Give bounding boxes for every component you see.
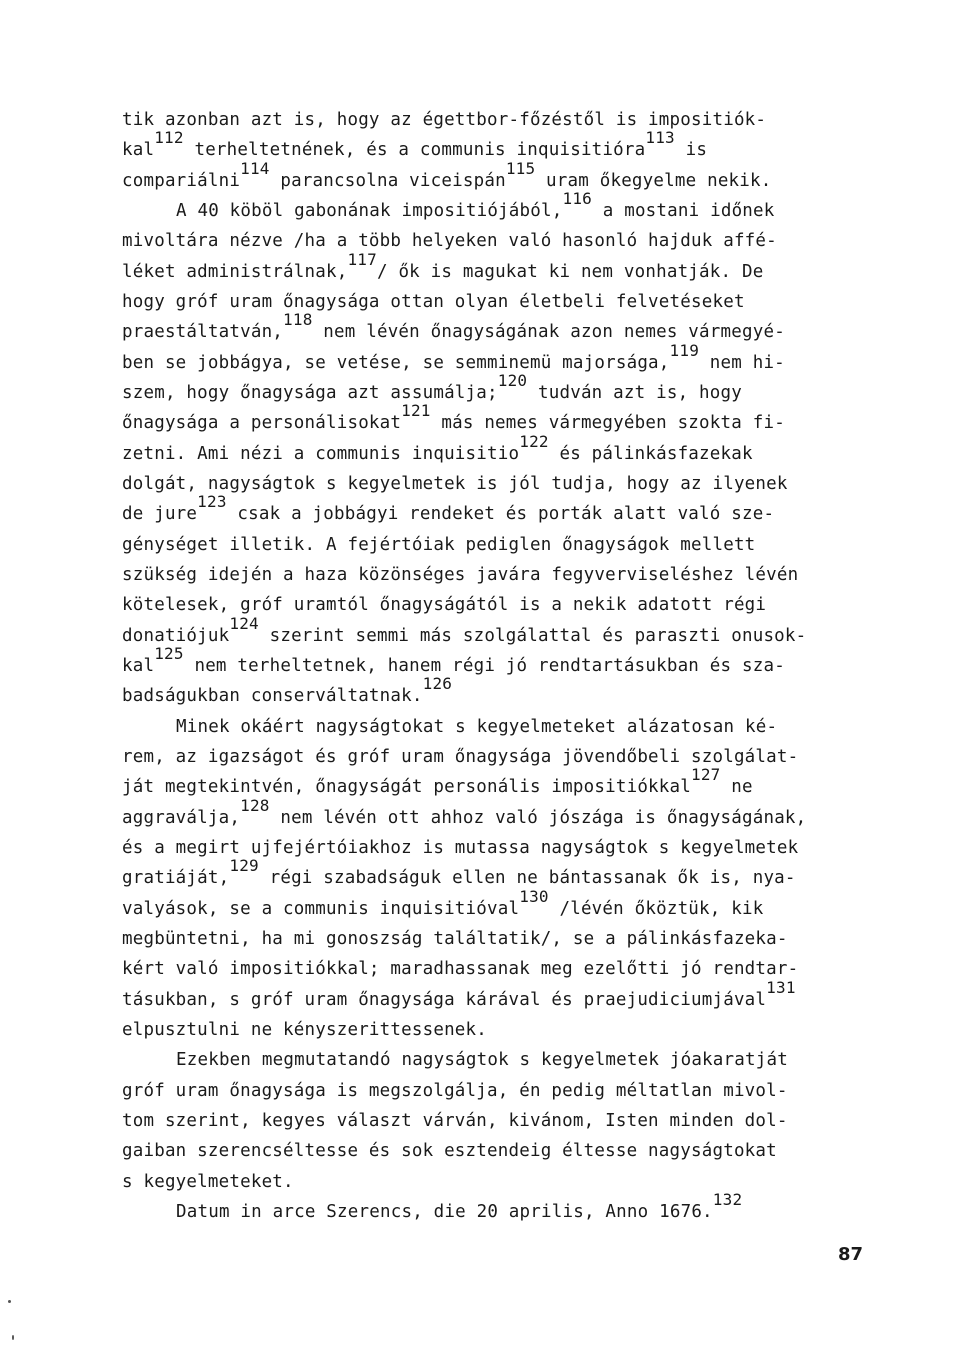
text-run: compariálni	[122, 170, 241, 191]
text-run: zetni. Ami nézi a communis inquisitio	[122, 443, 520, 464]
text-line	[122, 1170, 294, 1194]
footnote-ref: 112	[154, 128, 184, 148]
text-run: parancsolna viceispán	[269, 170, 506, 191]
text-line	[122, 593, 766, 617]
footnote-ref: 115	[505, 158, 536, 178]
text-run: régi szabadságuk ellen ne bántassanak ők is, nya-	[258, 868, 796, 889]
text-line	[176, 1048, 788, 1072]
text-line	[122, 401, 785, 435]
text-run: gróf uram őnagysága is megszolgálja, én pedig méltatlan mivol-	[122, 1080, 788, 1101]
text-run: uram őkegyelme nekik.	[535, 170, 772, 191]
text-run: a mostani időnek	[592, 200, 775, 221]
footnote-ref: 126	[422, 674, 453, 694]
text-line	[122, 492, 775, 526]
footnote-ref: 119	[669, 340, 700, 360]
text-line	[122, 158, 772, 193]
text-run: nem lévén ott ahhoz való jószága is őnagyságának,	[269, 807, 807, 828]
text-run: Datum in arce Szerencs, die 20 aprilis, Anno 1676.	[176, 1201, 713, 1222]
text-line	[122, 795, 807, 830]
text-run: nem hi-	[699, 352, 785, 373]
text-run: őnagysága a personálisokat	[122, 413, 402, 434]
text-run: génységet illetik. A fejértóiak pediglen őnagyságok mellett	[122, 534, 756, 555]
text-run: / ők is magukat ki nem vonhatják. De	[376, 261, 764, 282]
text-run: szükség idején a haza közönséges javára fegyverviseléshez lévén	[122, 564, 799, 585]
text-line	[176, 1189, 743, 1224]
text-run: kal	[122, 140, 155, 161]
text-line	[122, 370, 742, 405]
text-run: is	[674, 140, 708, 161]
text-run: csak a jobbágyi rendeket és porták alatt való sze-	[226, 504, 775, 525]
footnote-ref: 118	[283, 310, 313, 330]
footnote-ref: 129	[229, 856, 259, 876]
footnote-ref: 114	[240, 158, 270, 178]
text-run: megbüntetni, ha mi gonoszság találtatik/, se a pálinkásfazeka-	[122, 928, 788, 949]
footnote-ref: 117	[347, 249, 377, 269]
text-run: tom szerint, kegyes választ várván, kivánom, Isten minden dol-	[122, 1110, 788, 1131]
text-line	[122, 1018, 487, 1042]
text-run: terheltetnének, és a communis inquisitióra	[183, 140, 646, 161]
text-run: s kegyelmeteket.	[122, 1171, 294, 1192]
text-run: rem, az igazságot és gróf uram őnagysága jövendőbeli szolgálat-	[122, 746, 799, 767]
text-line	[122, 563, 798, 587]
text-line	[122, 340, 785, 375]
text-line	[122, 765, 753, 799]
text-run: mivoltára nézve /ha a több helyeken való hasonló hajduk affé-	[122, 231, 777, 252]
footnote-ref: 128	[240, 795, 270, 815]
text-run: badságukban conserváltatnak.	[122, 686, 423, 707]
text-run: ben se jobbágya, se vetése, se semminemü majorsága,	[122, 352, 670, 373]
text-line	[176, 188, 775, 223]
text-line	[122, 1139, 777, 1163]
text-run: kal	[122, 655, 155, 676]
text-run: gratiáját,	[122, 868, 230, 889]
text-run: valyások, se a communis inquisitióval	[122, 898, 520, 919]
text-run: /lévén őköztük, kik	[548, 898, 764, 919]
text-run: nem lévén őnagyságának azon nemes vármegyé-	[312, 322, 785, 343]
text-run: Minek okáért nagyságtokat s kegyelmeteket alázatosan ké-	[176, 716, 778, 737]
text-line	[122, 229, 777, 253]
text-line	[122, 977, 796, 1012]
text-run: tik azonban azt is, hogy az égettbor-főzéstől is impositiók-	[122, 110, 767, 130]
text-run: Ezekben megmutatandó nagyságtok s kegyelmetek jóakaratját	[176, 1050, 788, 1071]
text-run: de jure	[122, 504, 198, 525]
text-line	[122, 613, 807, 648]
text-run: tudván azt is, hogy	[527, 382, 742, 403]
text-run: léket administrálnak,	[122, 261, 348, 282]
footnote-ref: 120	[497, 370, 528, 390]
text-line	[122, 290, 745, 314]
footnote-ref: 123	[197, 492, 227, 512]
text-line	[122, 856, 796, 890]
footnote-ref: 125	[154, 643, 184, 663]
text-line	[122, 886, 764, 921]
text-run: aggraválja,	[122, 807, 241, 828]
text-line	[122, 128, 708, 162]
page-number: 87	[838, 1244, 864, 1265]
text-line	[122, 1079, 788, 1103]
text-run: kötelesek, gróf uramtól őnagyságától is a nekik adatott régi	[122, 595, 767, 616]
text-run: A 40 köböl gabonának impositiójából,	[176, 200, 563, 221]
text-run: praestáltatván,	[122, 322, 284, 343]
text-line	[122, 674, 453, 708]
text-run: elpusztulni ne kényszerittessenek.	[122, 1019, 488, 1040]
footnote-ref: 124	[229, 613, 259, 633]
footnote-ref: 130	[519, 886, 549, 906]
text-run: szem, hogy őnagysága azt assumálja;	[122, 382, 498, 403]
text-line	[122, 1109, 788, 1133]
text-run: ját megtekintvén, őnagyságát personális impositiókkal	[122, 777, 692, 798]
text-line	[122, 249, 764, 284]
footnote-ref: 122	[519, 431, 549, 451]
scan-speck	[8, 1300, 11, 1303]
text-run: tásukban, s gróf uram őnagysága kárával és praejudiciumjával	[122, 989, 767, 1010]
text-run: kért való impositiókkal; maradhassanak meg ezelőtti jó rendtar-	[122, 959, 799, 980]
text-run: szerint semmi más szolgálattal és paraszti onusok-	[258, 625, 807, 646]
text-run: nem terheltetnek, hanem régi jó rendtartásukban és sza-	[183, 655, 785, 676]
text-run: gaiban szerencséltesse és sok esztendeig éltesse nagyságtokat	[122, 1141, 777, 1162]
text-run: és a megirt ujfejértóiakhoz is mutassa nagyságtok s kegyelmetek	[122, 837, 799, 858]
text-line	[122, 836, 798, 860]
text-line	[122, 957, 798, 981]
text-line	[122, 533, 755, 557]
text-run: ne	[720, 777, 753, 798]
text-line	[176, 715, 777, 739]
footnote-ref: 132	[712, 1189, 743, 1209]
text-run: dolgát, nagyságtok s kegyelmetek is jól tudja, hogy az ilyenek	[122, 473, 788, 494]
text-run: hogy gróf uram őnagysága ottan olyan életbeli felvetéseket	[122, 291, 745, 312]
footnote-ref: 121	[401, 401, 431, 421]
text-line	[122, 643, 785, 678]
footnote-ref: 131	[766, 977, 796, 997]
text-line	[122, 431, 753, 466]
text-run: más nemes vármegyében szokta fi-	[430, 413, 785, 434]
scan-speck	[12, 1335, 14, 1340]
footnote-ref: 127	[691, 765, 721, 785]
text-run: és pálinkásfazekak	[548, 443, 753, 464]
footnote-ref: 116	[562, 188, 592, 208]
text-run: donatiójuk	[122, 625, 230, 646]
text-line	[122, 927, 788, 951]
footnote-ref: 113	[645, 128, 675, 148]
